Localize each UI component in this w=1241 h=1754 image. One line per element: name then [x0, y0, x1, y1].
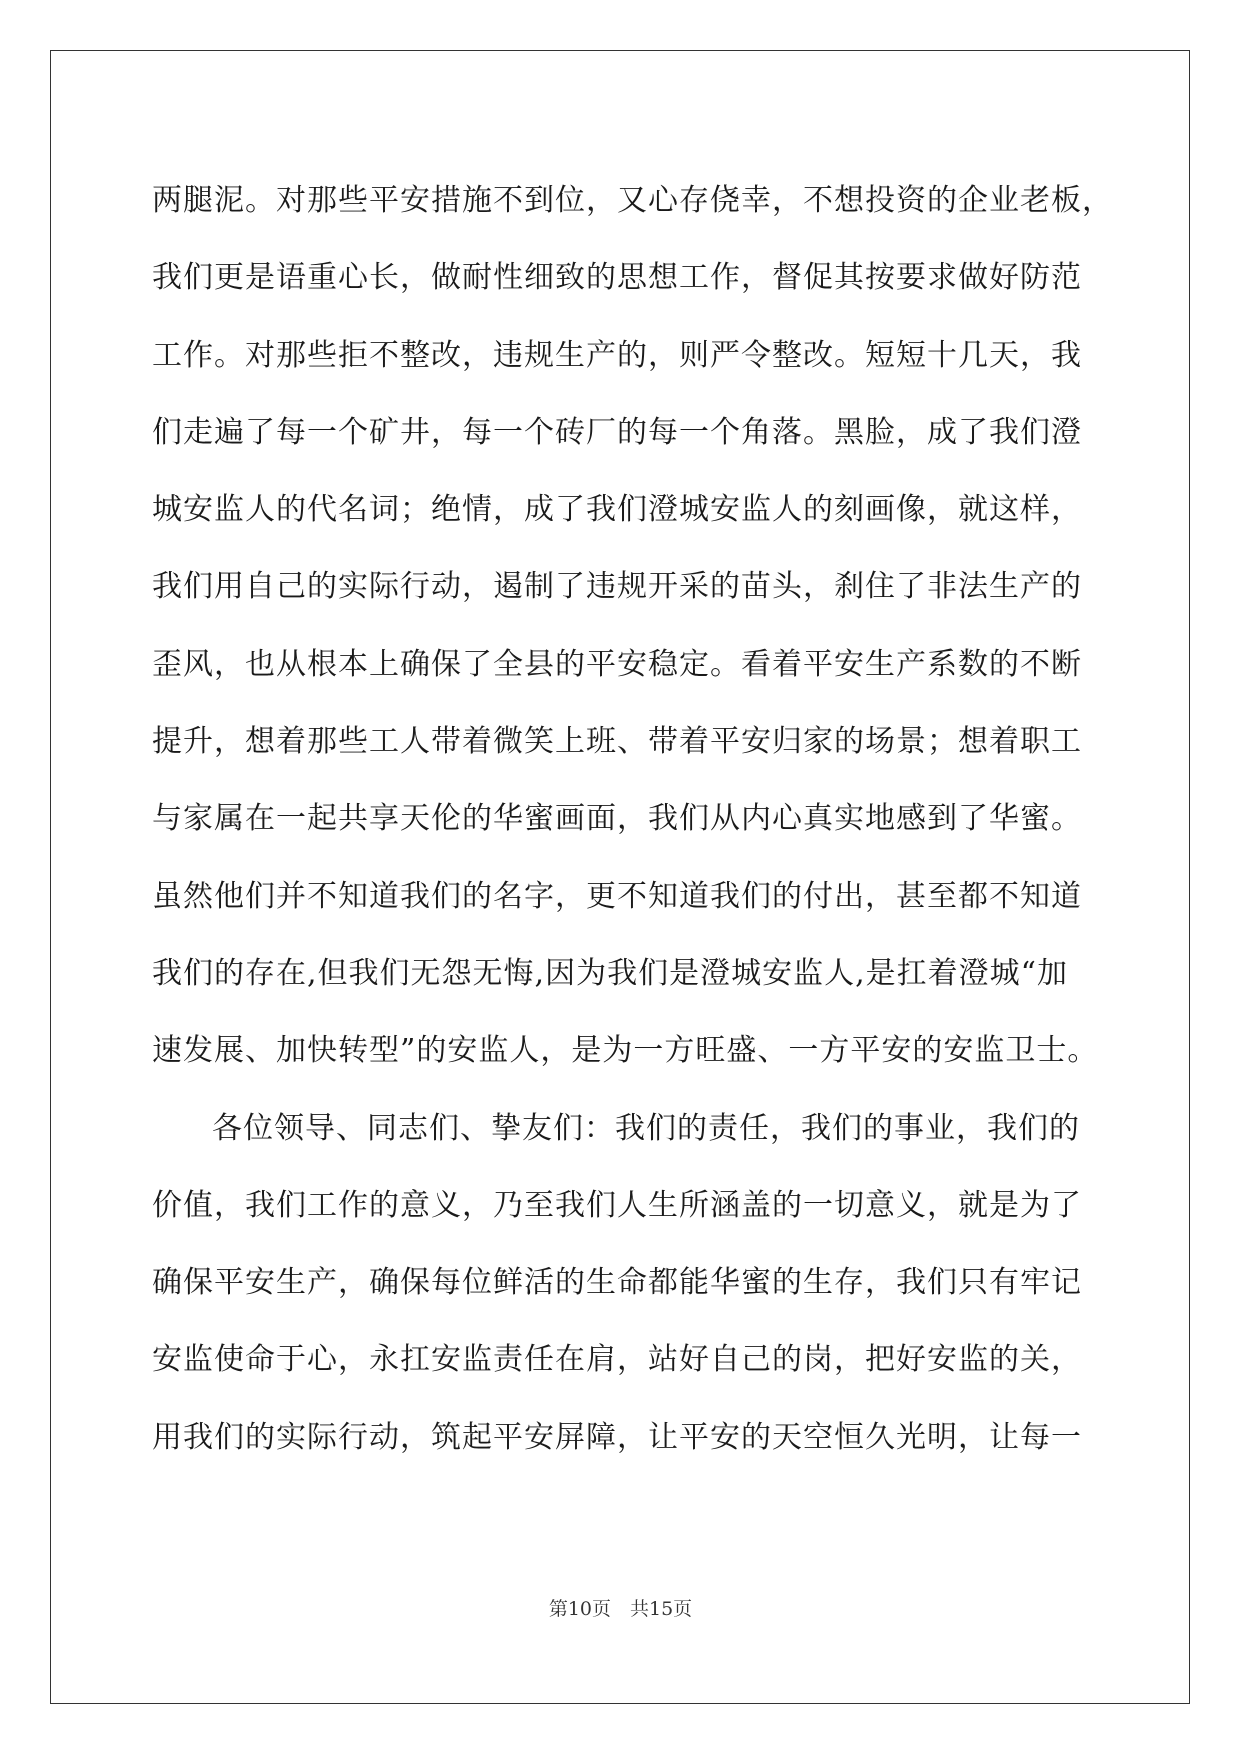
text-line: 价值，我们工作的意义，乃至我们人生所涵盖的一切意义，就是为了	[152, 1187, 1082, 1223]
paragraph-start-line: 各位领导、同志们、挚友们：我们的责任，我们的事业，我们的	[212, 1110, 1080, 1146]
page-number: 第10页 共15页	[548, 1598, 693, 1620]
text-line: 们走遍了每一个矿井，每一个砖厂的每一个角落。黑脸，成了我们澄	[152, 414, 1082, 450]
text-line: 用我们的实际行动，筑起平安屏障，让平安的天空恒久光明，让每一	[152, 1419, 1082, 1455]
text-line: 速发展、加快转型”的安监人，是为一方旺盛、一方平安的安监卫士。	[152, 1033, 1099, 1069]
text-line: 提升，想着那些工人带着微笑上班、带着平安归家的场景；想着职工	[152, 724, 1082, 760]
text-line: 工作。对那些拒不整改，违规生产的，则严令整改。短短十几天，我	[152, 337, 1082, 373]
text-line: 歪风，也从根本上确保了全县的平安稳定。看着平安生产系数的不断	[152, 646, 1082, 682]
text-line: 我们的存在,但我们无怨无悔,因为我们是澄城安监人,是扛着澄城“加	[152, 955, 1068, 991]
text-line: 两腿泥。对那些平安措施不到位，又心存侥幸，不想投资的企业老板，	[152, 183, 1113, 218]
text-line: 我们更是语重心长，做耐性细致的思想工作，督促其按要求做好防范	[152, 260, 1082, 296]
text-line: 我们用自己的实际行动，遏制了违规开采的苗头，刹住了非法生产的	[152, 569, 1082, 605]
text-line: 确保平安生产，确保每位鲜活的生命都能华蜜的生存，我们只有牢记	[152, 1265, 1082, 1301]
text-line: 安监使命于心，永扛安监责任在肩，站好自己的岗，把好安监的关，	[152, 1342, 1082, 1378]
document-body	[152, 162, 1113, 1476]
text-line: 虽然他们并不知道我们的名字，更不知道我们的付出，甚至都不知道	[152, 878, 1082, 914]
text-line: 城安监人的代名词；绝情，成了我们澄城安监人的刻画像，就这样，	[152, 492, 1082, 528]
text-line: 与家属在一起共享天伦的华蜜画面，我们从内心真实地感到了华蜜。	[152, 801, 1082, 837]
